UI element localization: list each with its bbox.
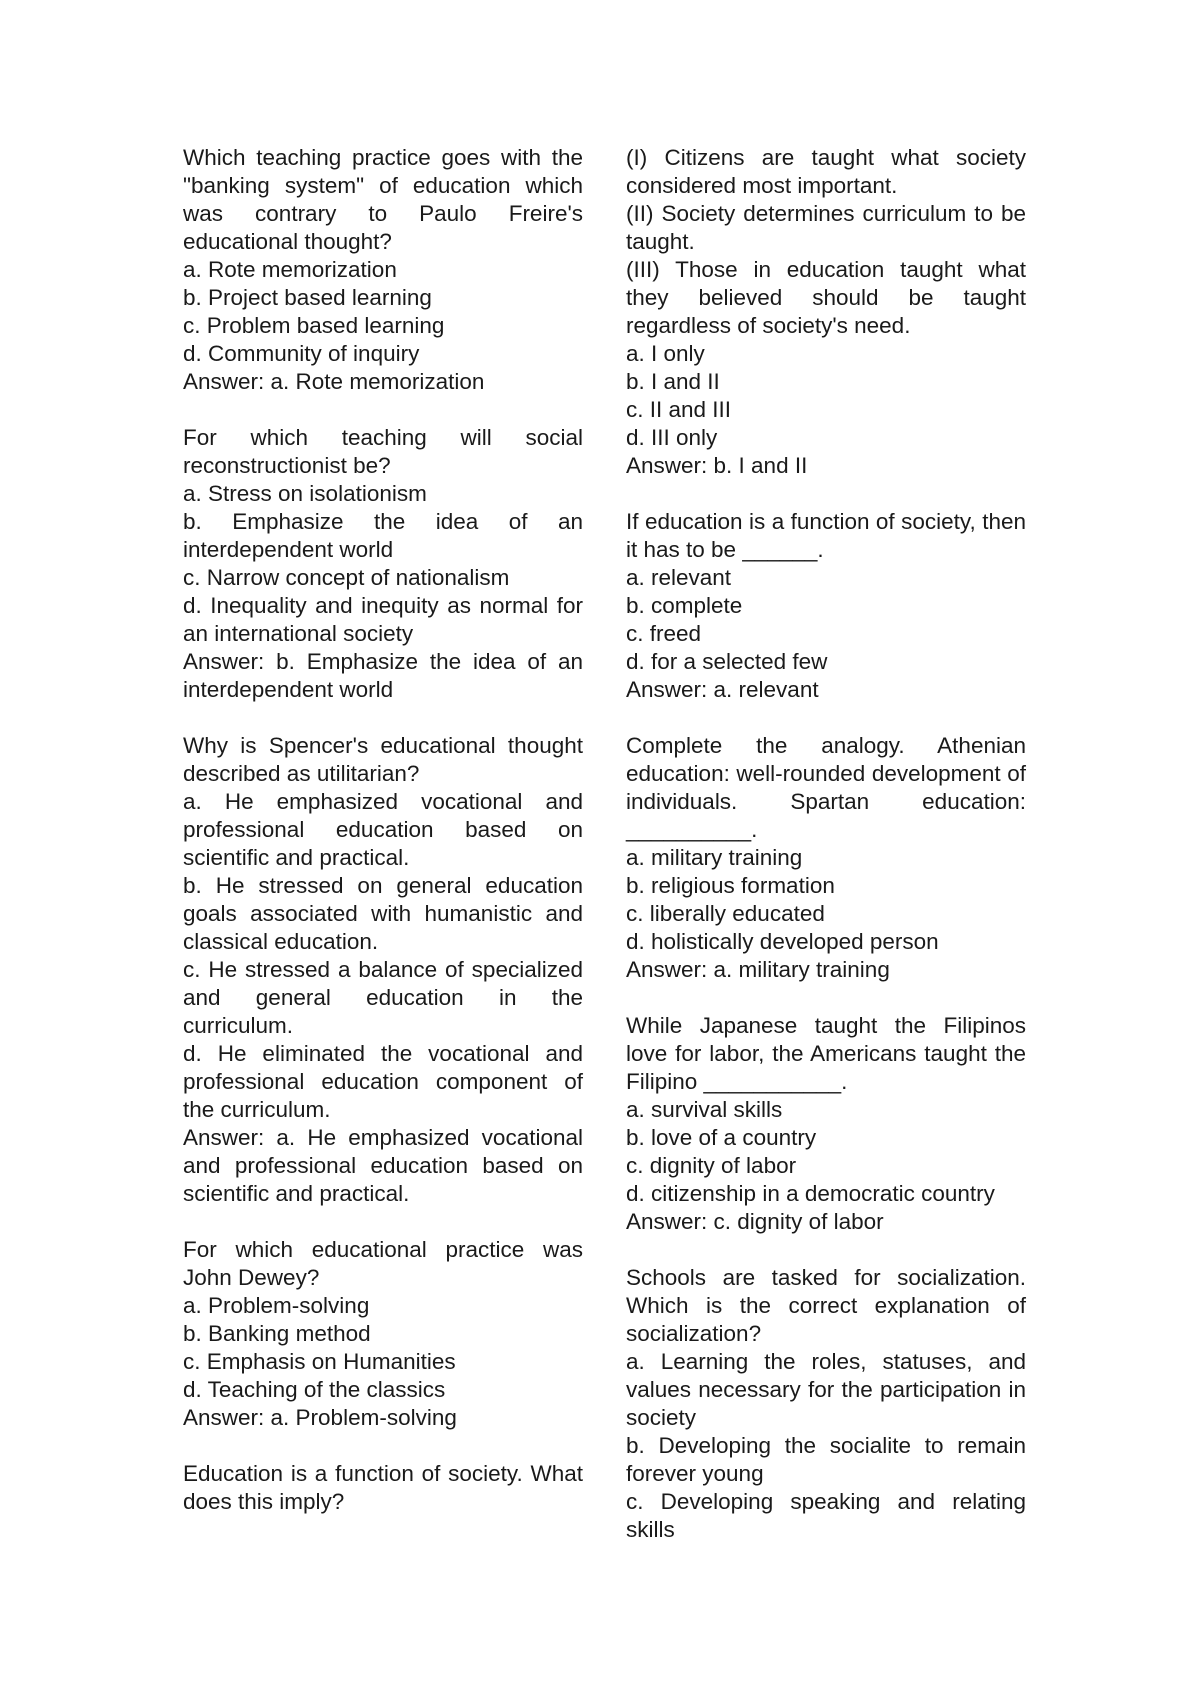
question-block (626, 1264, 1026, 1544)
answer: Answer: b. Emphasize the idea of an interdependent world (183, 649, 583, 702)
answer: Answer: a. He emphasized vocational and professional education based on scientific and practical. (183, 1125, 583, 1206)
question-block (183, 1236, 583, 1432)
option: c. Problem based learning (183, 313, 445, 338)
question-block (183, 732, 583, 1208)
option: c. Emphasis on Humanities (183, 1349, 456, 1374)
option: c. freed (626, 621, 702, 646)
option: c. II and III (626, 397, 732, 422)
option: b. Project based learning (183, 285, 432, 310)
question-block (183, 1460, 583, 1516)
option: b. Banking method (183, 1321, 371, 1346)
left-column (183, 144, 583, 1544)
option: b. Developing the socialite to remain forever young (626, 1433, 1026, 1486)
option: b. I and II (626, 369, 720, 394)
option: d. citizenship in a democratic country (626, 1181, 995, 1206)
question-text: If education is a function of society, then it has to be ______. (626, 509, 1026, 562)
question-text: Complete the analogy. Athenian education: well-rounded development of individuals. Spartan education: __________. (626, 733, 1026, 842)
option: d. for a selected few (626, 649, 828, 674)
option: c. Narrow concept of nationalism (183, 565, 510, 590)
question-text: Why is Spencer's educational thought described as utilitarian? (183, 733, 583, 786)
option: c. dignity of labor (626, 1153, 797, 1178)
option: d. Teaching of the classics (183, 1377, 446, 1402)
option: a. Learning the roles, statuses, and values necessary for the participation in society (626, 1349, 1026, 1430)
option: a. survival skills (626, 1097, 783, 1122)
option: d. Inequality and inequity as normal for an international society (183, 593, 583, 646)
statement: (II) Society determines curriculum to be taught. (626, 201, 1026, 254)
option: a. Rote memorization (183, 257, 397, 282)
option: a. I only (626, 341, 705, 366)
question-text: For which educational practice was John Dewey? (183, 1237, 583, 1290)
answer: Answer: c. dignity of labor (626, 1209, 884, 1234)
question-text: For which teaching will social reconstructionist be? (183, 425, 583, 478)
option: a. relevant (626, 565, 732, 590)
option: b. He stressed on general education goals associated with humanistic and classical education. (183, 873, 583, 954)
question-block (183, 424, 583, 704)
option: a. Stress on isolationism (183, 481, 427, 506)
question-block (626, 732, 1026, 984)
answer: Answer: a. military training (626, 957, 890, 982)
answer: Answer: a. Rote memorization (183, 369, 485, 394)
option: a. He emphasized vocational and professional education based on scientific and practical. (183, 789, 583, 870)
question-block (626, 508, 1026, 704)
option: b. love of a country (626, 1125, 817, 1150)
question-text: While Japanese taught the Filipinos love for labor, the Americans taught the Filipino ___________. (626, 1013, 1026, 1094)
answer: Answer: b. I and II (626, 453, 808, 478)
option: a. Problem-solving (183, 1293, 370, 1318)
option: d. holistically developed person (626, 929, 939, 954)
option: c. liberally educated (626, 901, 825, 926)
question-text: Schools are tasked for socialization. Which is the correct explanation of socialization? (626, 1265, 1026, 1346)
statement: (III) Those in education taught what they believed should be taught regardless of society's need. (626, 257, 1026, 338)
question-block (183, 144, 583, 396)
question-text: Which teaching practice goes with the "banking system" of education which was contrary to Paulo Freire's educational thought? (183, 145, 583, 254)
question-text: Education is a function of society. What does this imply? (183, 1461, 583, 1514)
right-column (626, 144, 1026, 1572)
question-block (626, 144, 1026, 480)
option: d. III only (626, 425, 718, 450)
statement: (I) Citizens are taught what society considered most important. (626, 145, 1026, 198)
answer: Answer: a. relevant (626, 677, 819, 702)
option: b. complete (626, 593, 743, 618)
option: c. Developing speaking and relating skills (626, 1489, 1026, 1542)
option: d. Community of inquiry (183, 341, 420, 366)
option: b. Emphasize the idea of an interdependent world (183, 509, 583, 562)
option: a. military training (626, 845, 803, 870)
question-block (626, 1012, 1026, 1236)
answer: Answer: a. Problem-solving (183, 1405, 457, 1430)
option: c. He stressed a balance of specialized and general education in the curriculum. (183, 957, 583, 1038)
option: d. He eliminated the vocational and professional education component of the curriculum. (183, 1041, 583, 1122)
option: b. religious formation (626, 873, 835, 898)
